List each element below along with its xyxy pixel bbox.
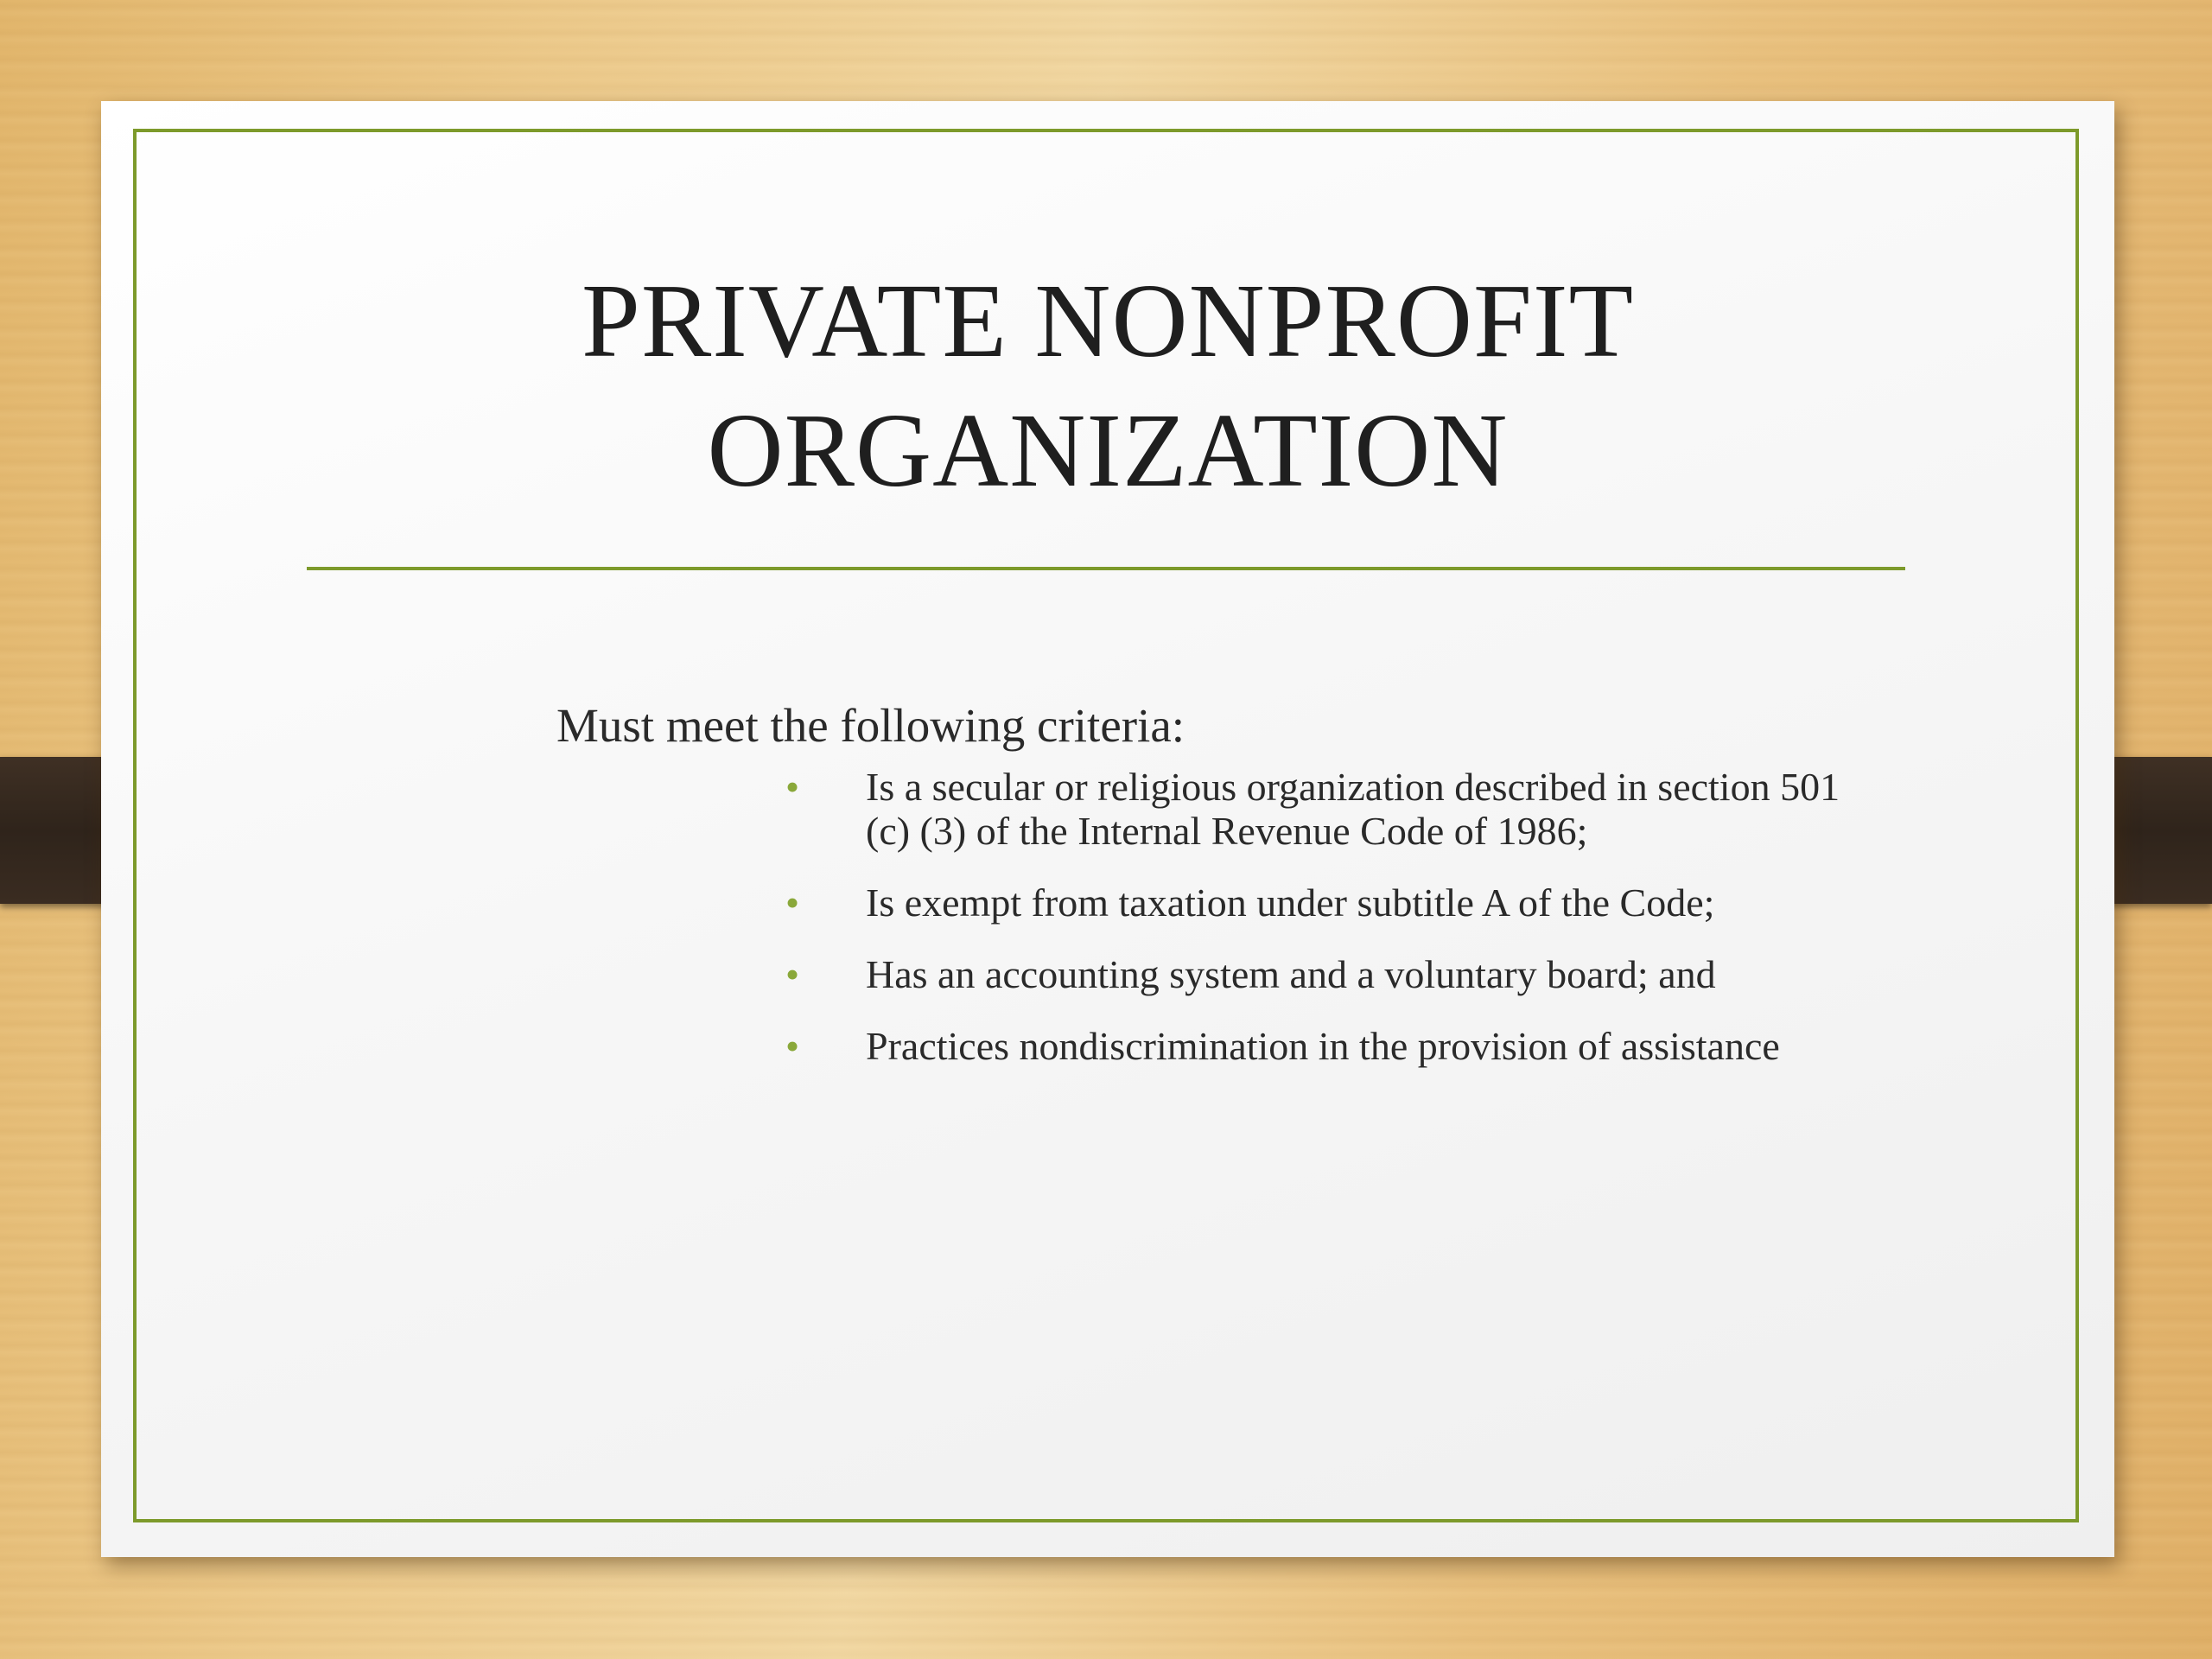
bullet-icon: • <box>785 1024 800 1068</box>
slide-title <box>101 257 2114 516</box>
list-item-text: Is exempt from taxation under subtitle A of the Code; <box>866 880 1715 925</box>
list-item <box>697 1024 1872 1068</box>
bullet-icon: • <box>785 880 800 925</box>
bullet-icon: • <box>785 765 800 809</box>
slide-title-line-2: ORGANIZATION <box>707 392 1509 509</box>
bullet-icon: • <box>785 952 800 996</box>
list-item <box>697 880 1872 925</box>
slide <box>101 101 2114 1557</box>
list-item <box>697 765 1872 853</box>
list-item-text: Is a secular or religious organization described in section 501 (c) (3) of the Internal Revenue Code of 1986; <box>866 765 1840 853</box>
list-item-text: Practices nondiscrimination in the provision of assistance <box>866 1024 1780 1068</box>
criteria-intro: Must meet the following criteria: <box>556 699 1185 752</box>
title-divider <box>307 567 1905 570</box>
list-item <box>697 952 1872 996</box>
criteria-list <box>697 765 1872 1096</box>
list-item-text: Has an accounting system and a voluntary board; and <box>866 952 1716 996</box>
slide-title-line-1: PRIVATE NONPROFIT <box>582 263 1634 379</box>
